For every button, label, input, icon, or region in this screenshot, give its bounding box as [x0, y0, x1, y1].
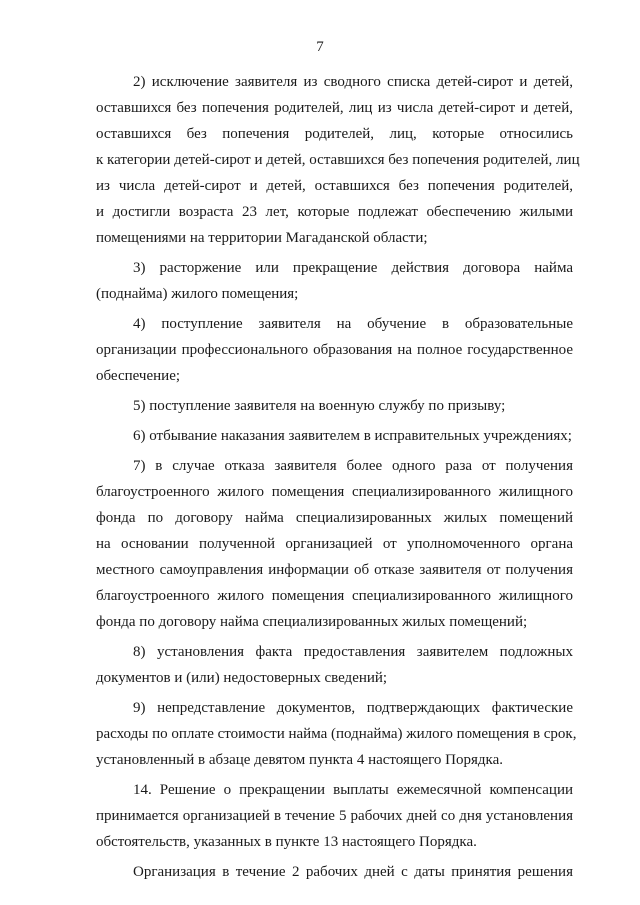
text-line: к категории детей-сирот и детей, оставшихся без попечения родителей, лиц	[96, 152, 580, 168]
text-line: установленный в абзаце девятом пункта 4 настоящего Порядка.	[96, 752, 503, 768]
text-line: 4) поступление заявителя на обучение в образовательные	[133, 316, 573, 332]
text-line: фонда по договору найма специализированных жилых помещений;	[96, 614, 528, 630]
text-line: 7) в случае отказа заявителя более одного раза от получения	[133, 458, 573, 474]
text-line: местного самоуправления информации об отказе заявителя от получения	[96, 562, 573, 578]
text-line: благоустроенного жилого помещения специализированного жилищного	[96, 588, 573, 604]
paragraph	[96, 453, 573, 635]
text-line: документов и (или) недостоверных сведений;	[96, 670, 388, 686]
paragraph	[96, 695, 577, 773]
paragraph	[96, 423, 573, 449]
text-line: помещениями на территории Магаданской области;	[96, 230, 428, 246]
text-line: 6) отбывание наказания заявителем в исправительных учреждениях;	[133, 428, 572, 444]
text-line: обеспечение;	[96, 368, 181, 384]
paragraph	[96, 255, 573, 307]
page-number: 7	[316, 39, 324, 55]
text-line: 2) исключение заявителя из сводного списка детей-сирот и детей,	[133, 74, 573, 90]
paragraph	[96, 69, 580, 251]
paragraph	[96, 393, 573, 419]
paragraph	[96, 639, 573, 691]
text-line: на основании полученной организацией от уполномоченного органа	[96, 536, 573, 552]
text-line: благоустроенного жилого помещения специализированного жилищного	[96, 484, 573, 500]
paragraph	[96, 311, 573, 389]
text-line: Организация в течение 2 рабочих дней с даты принятия решения	[133, 864, 573, 880]
text-line: расходы по оплате стоимости найма (поднайма) жилого помещения в срок,	[96, 726, 577, 742]
text-line: (поднайма) жилого помещения;	[96, 286, 299, 302]
text-line: 5) поступление заявителя на военную службу по призыву;	[133, 398, 506, 414]
text-line: 14. Решение о прекращении выплаты ежемесячной компенсации	[133, 782, 573, 798]
text-line: 8) установления факта предоставления заявителем подложных	[133, 644, 573, 660]
text-line: оставшихся без попечения родителей, лиц из числа детей-сирот и детей,	[96, 100, 573, 116]
text-line: 9) непредставление документов, подтверждающих фактические	[133, 700, 573, 716]
paragraph	[96, 777, 573, 855]
text-line: оставшихся без попечения родителей, лиц, которые относились	[96, 126, 573, 142]
document-body	[96, 69, 580, 889]
text-line: фонда по договору найма специализированных жилых помещений	[96, 510, 573, 526]
text-line: обстоятельств, указанных в пункте 13 настоящего Порядка.	[96, 834, 477, 850]
text-line: 3) расторжение или прекращение действия договора найма	[133, 260, 573, 276]
text-line: принимается организацией в течение 5 рабочих дней со дня установления	[96, 808, 573, 824]
text-line: и достигли возраста 23 лет, которые подлежат обеспечению жилыми	[96, 204, 573, 220]
text-line: из числа детей-сирот и детей, оставшихся без попечения родителей,	[96, 178, 573, 194]
text-line: организации профессионального образования на полное государственное	[96, 342, 573, 358]
paragraph	[96, 859, 573, 885]
